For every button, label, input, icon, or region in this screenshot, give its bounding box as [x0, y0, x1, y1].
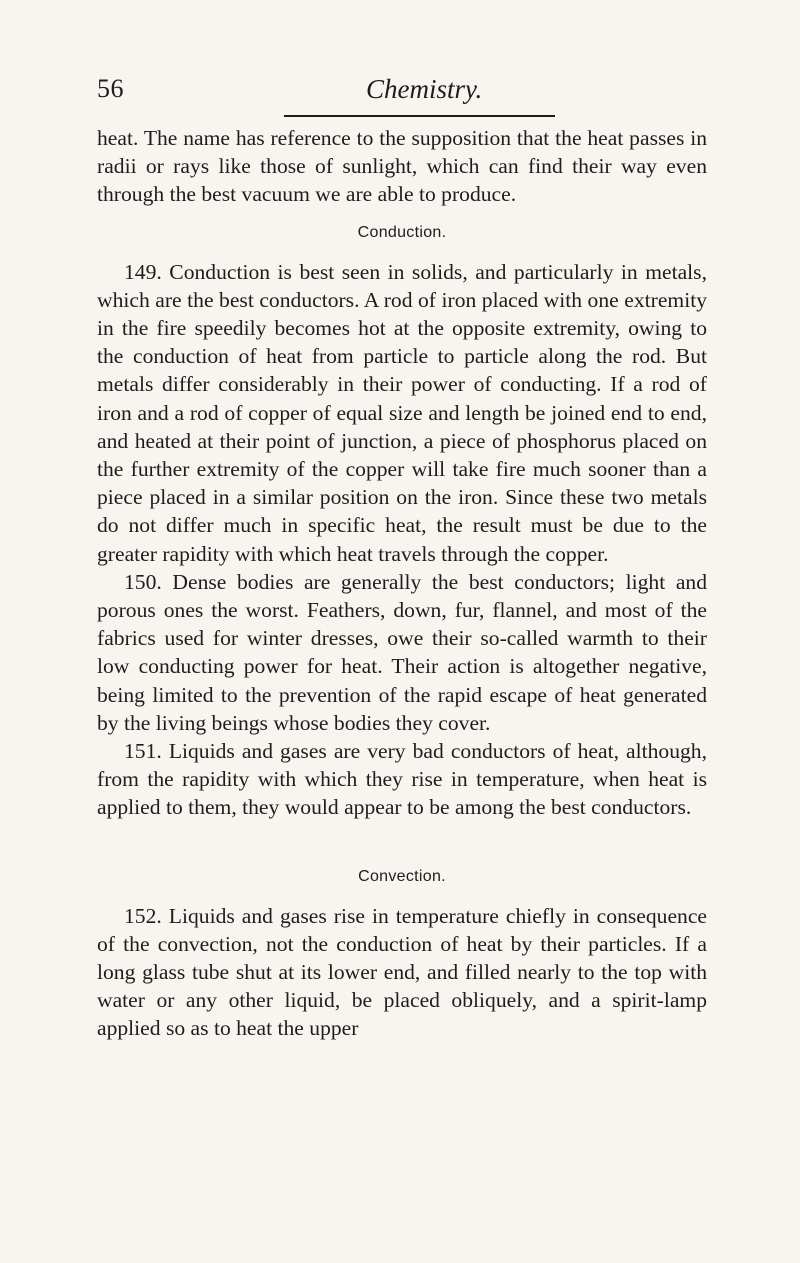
paragraph-151: 151. Liquids and gases are very bad conductors of heat, although, from the rapidity with which they rise in temperature, when heat is applied to them, they would appear to be among the best conductors.	[97, 739, 707, 820]
page-number: 56	[97, 74, 124, 103]
body-text	[97, 124, 707, 1043]
header-rule	[284, 115, 555, 117]
paragraph-152: 152. Liquids and gases rise in temperature chiefly in consequence of the convection, not the conduction of heat by their particles. If a long glass tube shut at its lower end, and filled nearly to the top with water or any other liquid, be placed obliquely, and a spirit-lamp applied so as to heat the upper	[97, 903, 707, 1041]
paragraph-149: 149. Conduction is best seen in solids, and particularly in metals, which are the best conductors. A rod of iron placed with one extremity in the fire speedily becomes hot at the opposite extremity, owing to the conduction of heat from particle to particle along the rod. But metals differ considerably in their power of conducting. If a rod of iron and a rod of copper of equal size and length be joined end to end, and heated at their point of junction, a piece of phosphorus placed on the further extremity of the copper will take fire much sooner than a piece placed in a similar position on the iron. Since these two metals do not differ much in specific heat, the result must be due to the greater rapidity with which heat travels through the copper.	[97, 259, 707, 566]
running-title: Chemistry.	[366, 74, 483, 104]
section-heading-conduction: Conduction.	[357, 223, 447, 241]
intro-paragraph: heat. The name has reference to the supposition that the heat passes in radii or rays like those of sunlight, which can find their way even through the best vacuum we are able to produce.	[97, 126, 707, 207]
section-heading-convection: Convection.	[358, 867, 446, 885]
paragraph-150: 150. Dense bodies are generally the best conductors; light and porous ones the worst. Feathers, down, fur, flannel, and most of the fabrics used for winter dresses, owe their so-called warmth to their low conducting power for heat. Their action is altogether negative, being limited to the prevention of the rapid escape of heat generated by the living beings whose bodies they cover.	[97, 569, 707, 735]
page-header	[0, 74, 800, 114]
